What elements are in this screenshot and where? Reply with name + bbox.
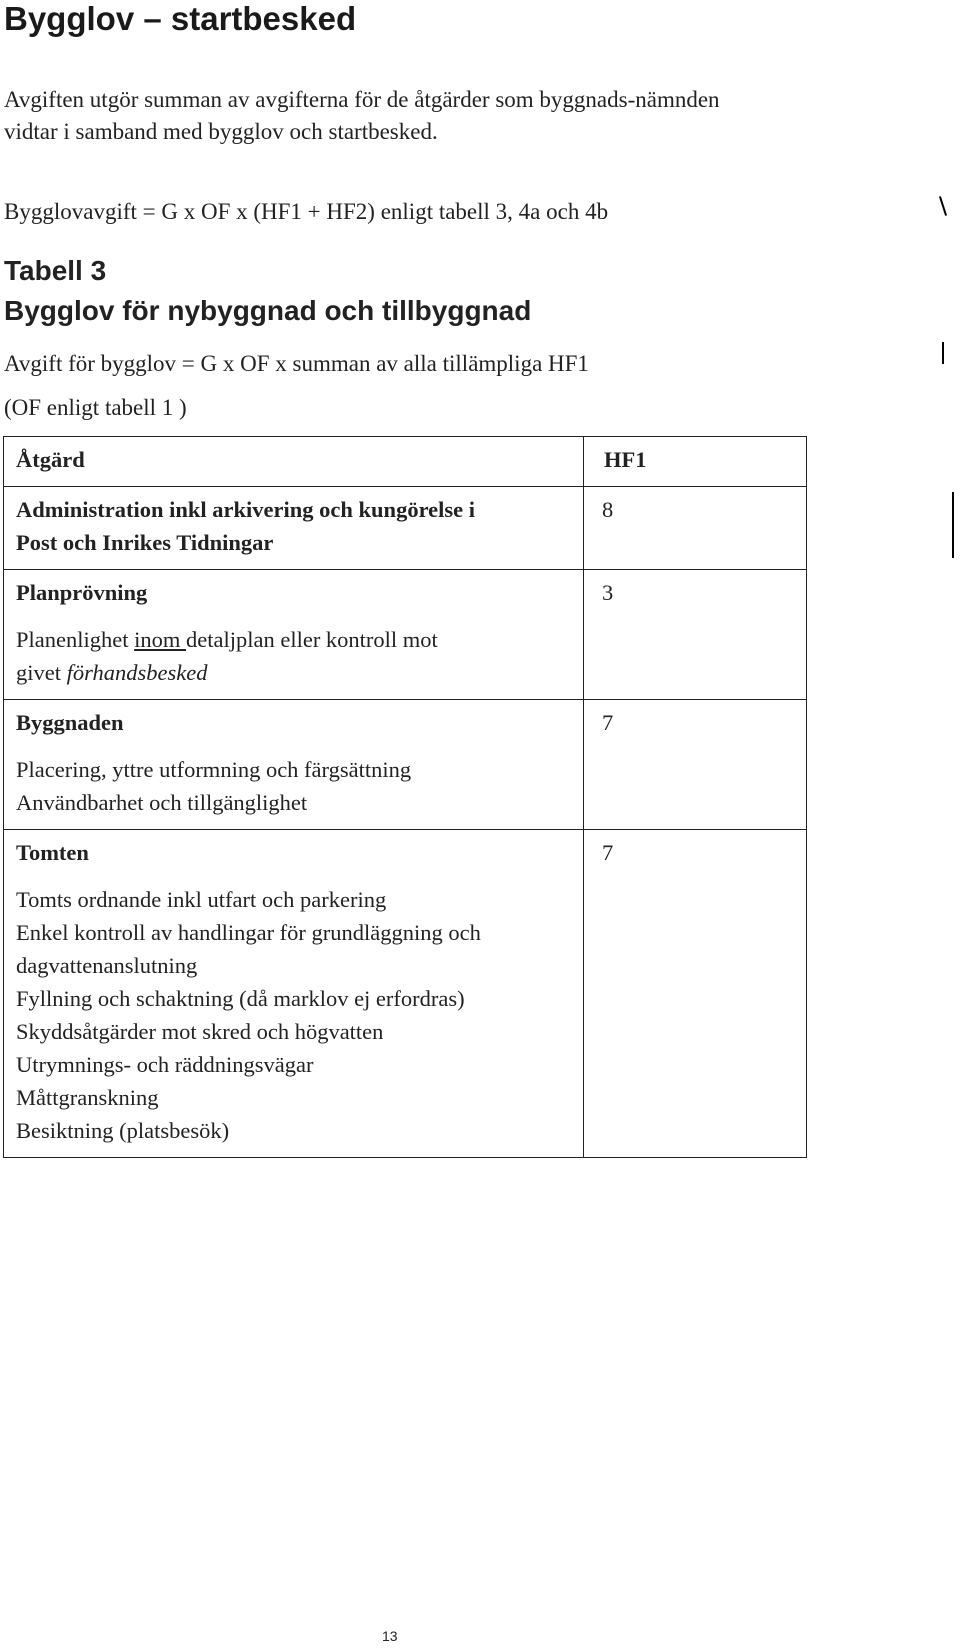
row-details xyxy=(16,753,571,819)
detail-text: Planenlighet xyxy=(16,627,135,652)
row-tomten xyxy=(4,830,584,1158)
table-heading: Bygglov för nybyggnad och tillbyggnad xyxy=(4,295,532,326)
detail-text: givet xyxy=(16,660,67,685)
table-row xyxy=(4,570,807,700)
row-administration xyxy=(4,487,584,570)
row-planprovning xyxy=(4,570,584,700)
detail-line: Enkel kontroll av handlingar för grundläggning och xyxy=(16,920,481,945)
detail-italic-text: förhandsbesked xyxy=(66,660,208,685)
row-value: 7 xyxy=(584,700,807,830)
fee-formula-paragraph: Bygglovavgift = G x OF x (HF1 + HF2) enligt tabell 3, 4a och 4b xyxy=(4,199,609,224)
detail-line: Användbarhet och tillgänglighet xyxy=(16,790,308,815)
table-row xyxy=(4,700,807,830)
row-title-line: Post och Inrikes Tidningar xyxy=(16,530,274,555)
header-hf1 xyxy=(584,437,807,487)
detail-text: detaljplan eller kontroll mot xyxy=(186,627,438,652)
row-title: Byggnaden xyxy=(16,710,124,735)
revision-mark xyxy=(952,492,954,558)
detail-line: Placering, yttre utformning och färgsättning xyxy=(16,757,412,782)
table-row xyxy=(4,830,807,1158)
detail-line: Utrymnings- och räddningsvägar xyxy=(16,1052,314,1077)
detail-line: Måttgranskning xyxy=(16,1085,159,1110)
row-title: Planprövning xyxy=(16,580,148,605)
header-action: Åtgärd xyxy=(4,437,584,487)
page-title: Bygglov – startbesked xyxy=(4,0,357,37)
row-value: 3 xyxy=(584,570,807,700)
row-value: 8 xyxy=(584,487,807,570)
intro-paragraph: Avgiften utgör summan av avgifterna för de åtgärder som byggnads-nämnden vidtar i samband med bygglov och startbesked. xyxy=(4,87,720,144)
detail-line: Besiktning (platsbesök) xyxy=(16,1118,230,1143)
table-row xyxy=(4,487,807,570)
detail-line: dagvattenanslutning xyxy=(16,953,198,978)
row-detail xyxy=(16,623,571,689)
row-details xyxy=(16,883,571,1147)
bygglov-fee-formula: Avgift för bygglov = G x OF x summan av alla tillämpliga HF1 xyxy=(4,351,589,376)
table-label: Tabell 3 xyxy=(4,255,107,286)
row-title-line: Administration inkl arkivering och kungörelse i xyxy=(16,497,476,522)
detail-line: Fyllning och schaktning (då marklov ej erfordras) xyxy=(16,986,465,1011)
of-note: (OF enligt tabell 1 ) xyxy=(4,395,187,420)
fee-table xyxy=(3,436,807,1158)
header-hf1-label: HF1 xyxy=(604,447,647,472)
detail-line: Skyddsåtgärder mot skred och högvatten xyxy=(16,1019,384,1044)
row-title: Tomten xyxy=(16,840,89,865)
detail-line: Tomts ordnande inkl utfart och parkering xyxy=(16,887,387,912)
table-header-row xyxy=(4,437,807,487)
row-value: 7 xyxy=(584,830,807,1158)
detail-underlined-text: inom xyxy=(134,627,186,652)
revision-mark xyxy=(942,342,944,364)
row-byggnaden xyxy=(4,700,584,830)
page-number: 13 xyxy=(382,1628,398,1644)
revision-mark xyxy=(939,196,947,216)
